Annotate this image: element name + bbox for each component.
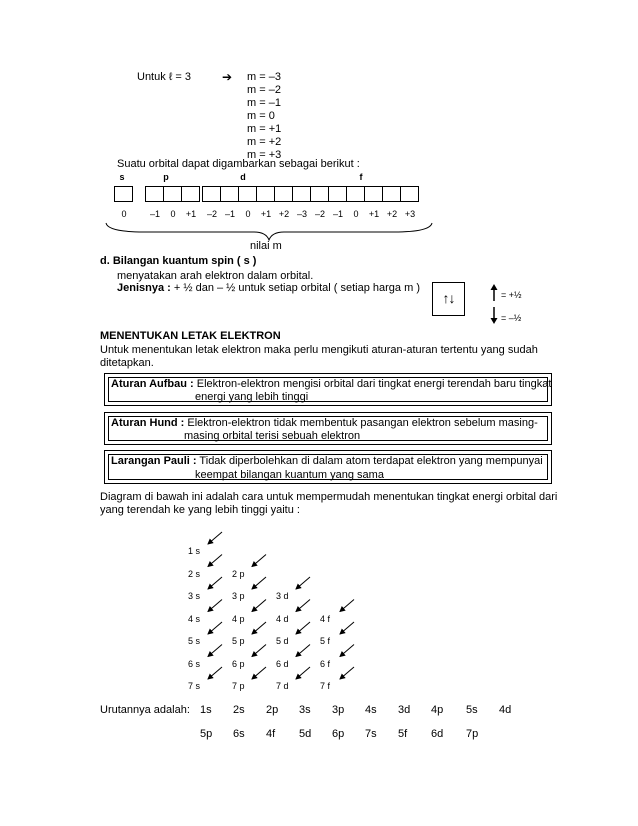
orbital-level-label: 7 p xyxy=(232,681,245,691)
brace-label: nilai m xyxy=(250,240,282,252)
orbital-group-label-s: s xyxy=(119,172,125,182)
orbital-group-label-d: d xyxy=(240,172,246,182)
aufbau-rule-title: Aturan Aufbau : xyxy=(111,378,194,390)
orbital-group-label-f: f xyxy=(359,172,363,182)
m-number-label: –1 xyxy=(332,209,344,219)
m-number-label: +1 xyxy=(185,209,197,219)
orbital-level-label: 4 p xyxy=(232,613,245,624)
orbital-level-label: 7 f xyxy=(320,681,331,691)
diagonal-arrow xyxy=(296,577,310,589)
diagonal-arrow xyxy=(296,645,310,657)
m-number-label: +2 xyxy=(278,209,290,219)
diagonal-arrow xyxy=(340,622,354,634)
m-number-label: 0 xyxy=(353,209,359,219)
orbital-level-label: 2 p xyxy=(232,568,245,579)
right-arrow-icon: ➔ xyxy=(222,70,233,84)
spin-down-label: = –½ xyxy=(501,313,522,323)
orbital-level-label: 5 p xyxy=(232,636,245,646)
order-item: 2s xyxy=(233,704,245,716)
m-number-label: 0 xyxy=(121,209,127,219)
diagonal-arrow xyxy=(252,667,266,679)
diagonal-arrow xyxy=(340,645,354,657)
untuk-l-label: Untuk ℓ = 3 xyxy=(137,71,192,83)
intro-line-2: ditetapkan. xyxy=(100,357,154,369)
orbital-level-label: 5 f xyxy=(320,636,331,646)
diagonal-arrow xyxy=(208,645,222,657)
diagonal-arrow xyxy=(340,600,354,612)
orbital-level-label: 5 d xyxy=(276,636,289,646)
aufbau-rule-text: Elektron-elektron mengisi orbital dari tingkat energi terendah baru tingkat xyxy=(193,378,552,390)
spin-types-label: Jenisnya : xyxy=(117,282,171,294)
m-number-label: –2 xyxy=(206,209,218,219)
order-item: 2p xyxy=(266,704,279,716)
hund-rule-title: Aturan Hund : xyxy=(111,417,185,429)
diagonal-arrow xyxy=(208,555,222,567)
m-value: m = +3 xyxy=(247,149,282,161)
order-item: 6d xyxy=(431,728,444,740)
diagonal-arrow xyxy=(208,622,222,634)
aufbau-rule-line2: energi yang lebih tinggi xyxy=(195,391,309,403)
pauli-rule-line2: keempat bilangan kuantum yang sama xyxy=(195,469,384,481)
diagonal-arrow xyxy=(340,667,354,679)
m-number-label: –3 xyxy=(296,209,308,219)
order-item: 4d xyxy=(499,704,512,716)
orbital-level-label: 4 d xyxy=(276,613,289,624)
spin-types-text: + ½ dan – ½ untuk setiap orbital ( setiap harga m ) xyxy=(170,282,420,294)
m-value: m = –3 xyxy=(247,71,281,83)
section-heading: MENENTUKAN LETAK ELEKTRON xyxy=(100,330,281,342)
m-value: m = 0 xyxy=(247,110,275,122)
m-value: m = +2 xyxy=(247,136,282,148)
orbital-level-label: 6 f xyxy=(320,658,331,669)
spin-description: menyatakan arah elektron dalam orbital. xyxy=(117,270,314,282)
m-value: m = –2 xyxy=(247,84,281,96)
spin-heading: d. Bilangan kuantum spin ( s ) xyxy=(100,255,257,267)
diagonal-arrow xyxy=(252,645,266,657)
diagonal-arrow xyxy=(208,667,222,679)
order-item: 3p xyxy=(332,704,345,716)
orbital-level-label: 6 p xyxy=(232,658,245,669)
order-item: 3s xyxy=(299,704,311,716)
order-item: 4s xyxy=(365,704,377,716)
order-item: 1s xyxy=(200,704,212,716)
diagonal-arrow xyxy=(296,622,310,634)
m-number-label: +1 xyxy=(260,209,272,219)
m-number-label: –2 xyxy=(314,209,326,219)
order-item: 7s xyxy=(365,728,377,740)
diagonal-arrow xyxy=(252,622,266,634)
order-item: 6s xyxy=(233,728,245,740)
order-item: 4f xyxy=(266,728,276,740)
m-number-label: –1 xyxy=(149,209,161,219)
order-item: 5d xyxy=(299,728,312,740)
m-value: m = –1 xyxy=(247,97,281,109)
orbital-level-label: 5 s xyxy=(188,636,201,646)
orbital-group-label-p: p xyxy=(163,172,169,182)
m-value: m = +1 xyxy=(247,123,282,135)
diagonal-arrow xyxy=(252,577,266,589)
order-item: 6p xyxy=(332,728,345,740)
m-number-label: 0 xyxy=(245,209,251,219)
intro-line-1: Untuk menentukan letak elektron maka perlu mengikuti aturan-aturan tertentu yang sudah xyxy=(100,344,538,356)
diagonal-arrow xyxy=(252,555,266,567)
orbital-level-label: 7 s xyxy=(188,681,201,691)
order-label: Urutannya adalah: xyxy=(100,704,190,716)
orbital-level-label: 4 s xyxy=(188,613,201,624)
diagonal-arrow xyxy=(208,600,222,612)
m-number-label: 0 xyxy=(170,209,176,219)
orbital-level-label: 6 s xyxy=(188,658,201,669)
pauli-rule-title: Larangan Pauli : xyxy=(111,455,197,467)
order-item: 3d xyxy=(398,704,411,716)
orbital-level-label: 6 d xyxy=(276,658,289,669)
pauli-rule-text: Tidak diperbolehkan di dalam atom terdapat elektron yang mempunyai xyxy=(196,455,543,467)
m-number-label: –1 xyxy=(224,209,236,219)
m-number-label: +2 xyxy=(386,209,398,219)
orbital-level-label: 7 d xyxy=(276,681,289,691)
order-item: 5p xyxy=(200,728,213,740)
orbital-level-label: 1 s xyxy=(188,546,201,556)
diagonal-arrow xyxy=(208,532,222,544)
orbital-level-label: 2 s xyxy=(188,568,201,579)
diagonal-arrow xyxy=(208,577,222,589)
orbital-intro: Suatu orbital dapat digambarkan sebagai berikut : xyxy=(117,158,360,170)
diagonal-arrow xyxy=(252,600,266,612)
hund-rule-line2: masing orbital terisi sebuah elektron xyxy=(184,430,361,442)
diagonal-arrow xyxy=(296,600,310,612)
order-item: 7p xyxy=(466,728,479,740)
m-number-label: +1 xyxy=(368,209,380,219)
spin-pair-arrows: ↑↓ xyxy=(442,290,455,306)
diagram-intro-line1: Diagram di bawah ini adalah cara untuk mempermudah menentukan tingkat energi orbital dari xyxy=(100,491,558,503)
orbital-level-label: 3 s xyxy=(188,591,201,601)
hund-rule-text: Elektron-elektron tidak membentuk pasangan elektron sebelum masing- xyxy=(184,417,538,429)
orbital-level-label: 3 d xyxy=(276,591,289,601)
order-item: 5f xyxy=(398,728,408,740)
order-item: 5s xyxy=(466,704,478,716)
orbital-level-label: 4 f xyxy=(320,613,331,624)
diagram-intro-line2: yang terendah ke yang lebih tinggi yaitu : xyxy=(100,504,300,516)
m-number-label: +3 xyxy=(404,209,416,219)
orbital-level-label: 3 p xyxy=(232,591,245,601)
diagonal-arrow xyxy=(296,667,310,679)
spin-up-label: = +½ xyxy=(501,290,522,300)
order-item: 4p xyxy=(431,704,444,716)
